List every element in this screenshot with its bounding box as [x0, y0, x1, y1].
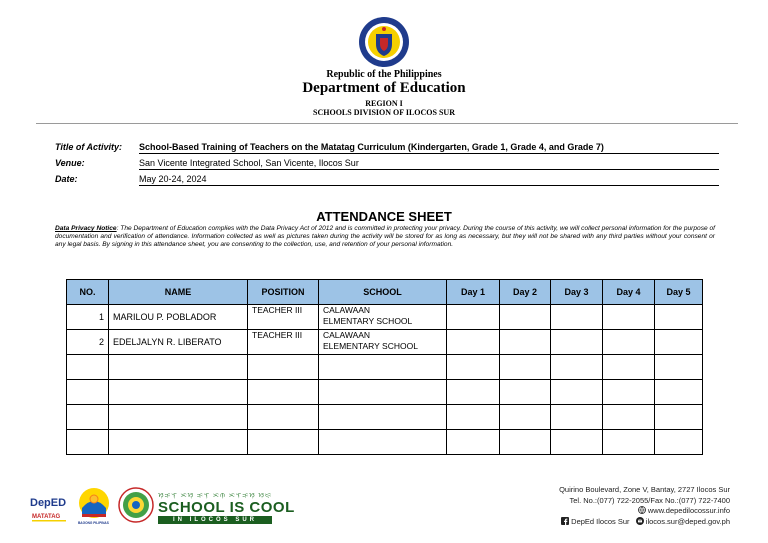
date-value: May 20-24, 2024: [139, 174, 719, 186]
attendance-sheet-title: ATTENDANCE SHEET: [316, 209, 452, 224]
header-divider: [36, 123, 738, 124]
activity-title-value: School-Based Training of Teachers on the Matatag Curriculum (Kindergarten, Grade 1, Grade 4, and Grade 7): [139, 142, 719, 154]
cell-day2[interactable]: [500, 355, 551, 380]
cell-day4[interactable]: [603, 305, 655, 330]
table-row: [67, 305, 703, 330]
table-row-empty: [67, 405, 703, 430]
cell-day3[interactable]: [551, 355, 603, 380]
venue-value: San Vicente Integrated School, San Vicente, Ilocos Sur: [139, 158, 719, 170]
phone-fax: Tel. No.:(077) 722-2055/Fax No.:(077) 722-7400: [569, 495, 730, 505]
cell-day1[interactable]: [447, 430, 500, 455]
cell-no: 1: [67, 305, 109, 330]
col-header-day1: Day 1: [447, 280, 500, 305]
email-link[interactable]: ilocos.sur@deped.gov.ph: [645, 516, 730, 526]
cell-school: [319, 330, 447, 355]
cell-day2[interactable]: [500, 380, 551, 405]
cell-no[interactable]: [67, 380, 109, 405]
cell-day3[interactable]: [551, 405, 603, 430]
cell-school[interactable]: [319, 355, 447, 380]
cell-day1[interactable]: [447, 355, 500, 380]
address: Quirino Boulevard, Zone V, Bantay, 2727 Ilocos Sur: [559, 485, 730, 494]
cell-name[interactable]: [109, 405, 248, 430]
cell-day3[interactable]: [551, 305, 603, 330]
sdo-ilocos-sur-seal: [118, 487, 154, 523]
cell-day1[interactable]: [447, 305, 500, 330]
cell-name: MARILOU P. POBLADOR: [109, 305, 248, 330]
cell-day5[interactable]: [655, 355, 703, 380]
cell-day5[interactable]: [655, 430, 703, 455]
privacy-label: Data Privacy Notice: [55, 225, 117, 232]
table-row-empty: [67, 430, 703, 455]
activity-title-label: Title of Activity:: [55, 142, 123, 152]
cell-position: TEACHER III: [248, 305, 319, 330]
cell-position[interactable]: [248, 430, 319, 455]
contact-info: [559, 485, 730, 527]
cell-name[interactable]: [109, 355, 248, 380]
social-row: [559, 517, 730, 528]
cell-day1[interactable]: [447, 380, 500, 405]
cell-no: 2: [67, 330, 109, 355]
col-header-day5: Day 5: [655, 280, 703, 305]
cell-no[interactable]: [67, 355, 109, 380]
col-header-day2: Day 2: [500, 280, 551, 305]
cell-day5[interactable]: [655, 330, 703, 355]
cell-school[interactable]: [319, 405, 447, 430]
date-label: Date:: [55, 174, 78, 184]
cell-day3[interactable]: [551, 430, 603, 455]
col-header-name: NAME: [109, 280, 248, 305]
website-row: [559, 506, 730, 517]
cell-day4[interactable]: [603, 330, 655, 355]
facebook-link[interactable]: DepEd Ilocos Sur: [571, 516, 630, 526]
region-heading: REGION I: [365, 99, 403, 108]
baybayin-script: ᜐ᜔ᜃᜓᜎ᜔ ᜁᜐ᜔ ᜃᜓᜎ᜔ ᜁᜈ᜔ ᜁᜎᜓᜃᜓᜐ᜔ ᜐᜓᜇ᜔: [158, 493, 273, 499]
email-icon: [636, 517, 644, 525]
division-heading: SCHOOLS DIVISION OF ILOCOS SUR: [313, 108, 455, 117]
school-is-cool-logo: SCHOOL IS COOL: [158, 499, 295, 516]
cell-no[interactable]: [67, 430, 109, 455]
cell-day5[interactable]: [655, 405, 703, 430]
cell-day4[interactable]: [603, 380, 655, 405]
in-ilocos-sur-band: IN ILOCOS SUR: [158, 516, 272, 524]
privacy-text: : The Department of Education complies with the Data Privacy Act of 2012 and is committed in protecting your privacy. During the course of this activity, we will collect personal information for the purpose of documentation and verification of attendance. Information collected as well as pictures taken during the activity will be stored for as long as necessary, but they will not be shared with any third parties without your consent or any legal basis. By signing in this attendance sheet, you are consenting to the collection, use, and retention of your personal information.: [55, 225, 715, 248]
cell-day5[interactable]: [655, 305, 703, 330]
school-line2: ELMENTARY SCHOOL: [323, 316, 413, 326]
cell-day1[interactable]: [447, 405, 500, 430]
data-privacy-notice: [55, 225, 715, 249]
deped-seal-logo: [358, 16, 410, 68]
website-link[interactable]: www.depedilocossur.info: [647, 506, 730, 515]
bagong-pilipinas-logo: [76, 486, 112, 526]
venue-label: Venue:: [55, 158, 85, 168]
cell-day2[interactable]: [500, 430, 551, 455]
cell-position[interactable]: [248, 380, 319, 405]
cell-position[interactable]: [248, 405, 319, 430]
republic-heading: Republic of the Philippines: [326, 69, 442, 80]
col-header-day4: Day 4: [603, 280, 655, 305]
cell-day2[interactable]: [500, 305, 551, 330]
school-line1: CALAWAAN: [323, 305, 371, 315]
school-line1: CALAWAAN: [323, 330, 371, 340]
deped-matatag-logo: [28, 490, 72, 524]
col-header-day3: Day 3: [551, 280, 603, 305]
cell-school[interactable]: [319, 380, 447, 405]
matatag-logo-text: MATATAG: [32, 514, 61, 520]
cell-position: TEACHER III: [248, 330, 319, 355]
cell-day3[interactable]: [551, 330, 603, 355]
cell-day2[interactable]: [500, 330, 551, 355]
cell-day2[interactable]: [500, 405, 551, 430]
cell-day1[interactable]: [447, 330, 500, 355]
cell-position[interactable]: [248, 355, 319, 380]
cell-school: [319, 305, 447, 330]
deped-logo-text: DepED: [30, 497, 67, 509]
cell-name: EDELJALYN R. LIBERATO: [109, 330, 248, 355]
globe-icon: [638, 506, 646, 514]
table-row: [67, 330, 703, 355]
bagong-pilipinas-text: BAGONG PILIPINAS: [78, 521, 109, 525]
cell-name[interactable]: [109, 430, 248, 455]
table-row-empty: [67, 355, 703, 380]
col-header-school: SCHOOL: [319, 280, 447, 305]
cell-no[interactable]: [67, 405, 109, 430]
cell-day4[interactable]: [603, 430, 655, 455]
cell-day4[interactable]: [603, 355, 655, 380]
attendance-table: [66, 279, 703, 455]
facebook-icon: [561, 517, 569, 525]
table-header-row: [67, 280, 703, 305]
cell-name[interactable]: [109, 380, 248, 405]
department-heading: Department of Education: [302, 80, 466, 96]
table-row-empty: [67, 380, 703, 405]
col-header-position: POSITION: [248, 280, 319, 305]
cell-day4[interactable]: [603, 405, 655, 430]
cell-school[interactable]: [319, 430, 447, 455]
col-header-no: NO.: [67, 280, 109, 305]
cell-day5[interactable]: [655, 380, 703, 405]
school-line2: ELEMENTARY SCHOOL: [323, 341, 418, 351]
cell-day3[interactable]: [551, 380, 603, 405]
